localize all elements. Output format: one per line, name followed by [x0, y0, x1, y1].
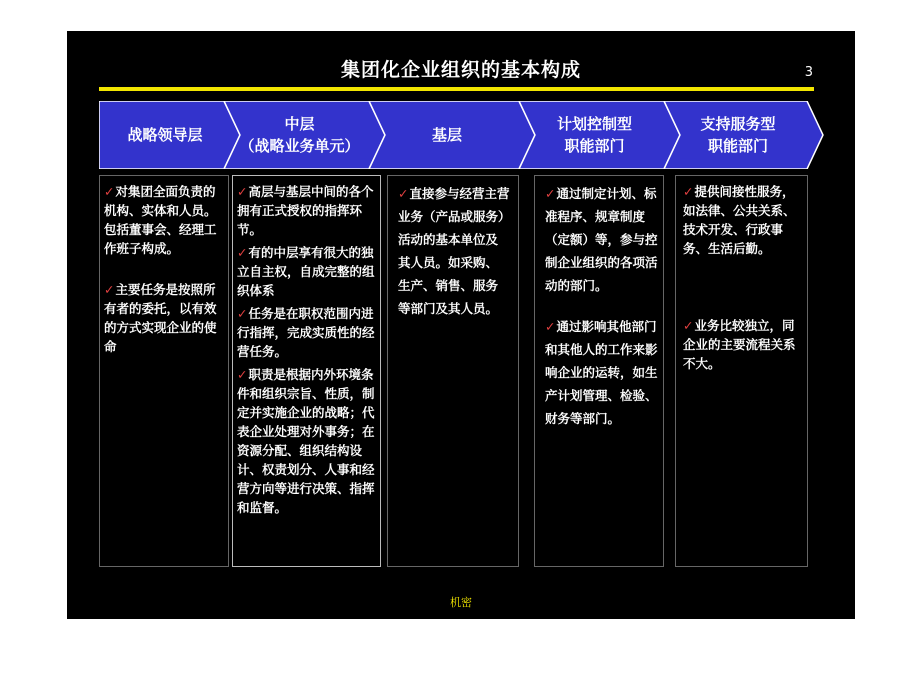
confidential-footer: 机密: [450, 596, 472, 609]
bullet-item: [237, 243, 376, 300]
column-planning-control: [534, 175, 664, 567]
page-number: 3: [804, 65, 813, 80]
check-icon: ✓: [398, 186, 409, 201]
header-1-line1: 战略领导层: [127, 126, 203, 144]
check-icon: ✓: [237, 306, 248, 321]
slide-title: 集团化企业组织的基本构成: [340, 59, 581, 81]
header-strategic-leadership: [103, 101, 227, 169]
bullet-text: 通过制定计划、标准程序、规章制度（定额）等，参与控制企业组织的各项活动的部门。: [545, 186, 658, 293]
bullet-text: 直接参与经营主营业务（产品或服务）活动的基本单位及其人员。如采购、生产、销售、服务等部门及其人员。: [398, 186, 510, 316]
check-icon: ✓: [545, 186, 556, 201]
bullet-text: 任务是在职权范围内进行指挥，完成实质性的经营任务。: [237, 306, 375, 359]
header-base-level: [372, 101, 522, 169]
header-4-line2: 职能部门: [564, 137, 625, 155]
bullet-item: [683, 316, 803, 373]
check-icon: ✓: [104, 282, 115, 297]
bullet-item: [545, 182, 659, 297]
check-icon: ✓: [683, 318, 694, 333]
bullet-text: 职责是根据内外环境条件和组织宗旨、性质，制定并实施企业的战略；代表企业处理对外事务；在资源分配、组织结构设计、权责划分、人事和经营方向等进行决策、指挥和监督。: [237, 367, 375, 515]
bullet-text: 主要任务是按照所有者的委托，以有效的方式实现企业的使命: [104, 282, 217, 354]
header-4-line1: 计划控制型: [556, 115, 632, 133]
header-5-line1: 支持服务型: [700, 115, 776, 133]
bullet-text: 对集团全面负责的机构、实体和人员。包括董事会、经理工作班子构成。: [104, 184, 217, 256]
bullet-item: [237, 304, 376, 361]
slide: [67, 31, 855, 619]
bullet-item: [104, 280, 224, 356]
bullet-item: [398, 182, 510, 320]
check-icon: ✓: [237, 367, 248, 382]
check-icon: ✓: [545, 319, 556, 334]
header-planning-control: [522, 101, 667, 169]
column-middle-level: [232, 175, 381, 567]
bullet-text: 有的中层享有很大的独立自主权，自成完整的组织体系: [237, 245, 375, 298]
check-icon: ✓: [237, 245, 248, 260]
header-5-line2: 职能部门: [707, 137, 768, 155]
check-icon: ✓: [104, 184, 115, 199]
header-2-line1: 中层: [284, 115, 315, 133]
bullet-text: 高层与基层中间的各个拥有正式授权的指挥环节。: [237, 184, 374, 237]
header-middle-level: [227, 101, 372, 169]
bullet-item: [545, 315, 659, 430]
header-2-line2: （战略业务单元）: [239, 137, 360, 155]
column-support-service: [675, 175, 808, 567]
bullet-item: [104, 182, 224, 258]
bullet-text: 通过影响其他部门和其他人的工作来影响企业的运转，如生产计划管理、检验、财务等部门。: [545, 319, 658, 426]
bullet-text: 提供间接性服务，如法律、公共关系、技术开发、行政事务、生活后勤。: [683, 184, 796, 256]
bullet-item: [237, 182, 376, 239]
bullet-item: [237, 365, 376, 517]
bullet-text: 业务比较独立，同企业的主要流程关系不大。: [683, 318, 796, 371]
column-base-level: [387, 175, 519, 567]
header-3-line1: 基层: [431, 126, 462, 144]
check-icon: ✓: [683, 184, 694, 199]
title-divider: [99, 87, 814, 91]
check-icon: ✓: [237, 184, 248, 199]
bullet-item: [683, 182, 803, 258]
header-support-service: [667, 101, 809, 169]
column-strategic-leadership: [99, 175, 229, 567]
